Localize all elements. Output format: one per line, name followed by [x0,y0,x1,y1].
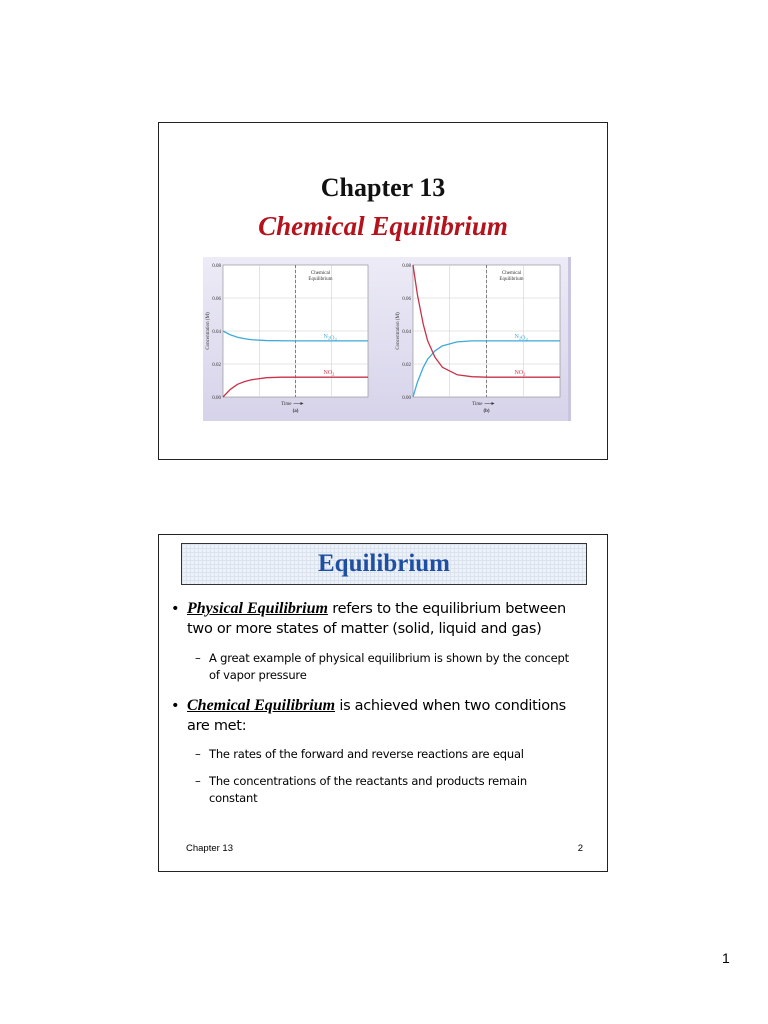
sub-bullet-text: The concentrations of the reactants and products remain constant [209,774,527,805]
bullet-icon: • [171,601,180,617]
bullet-text: is achieved when two conditions are met: [187,698,566,734]
slide-header-text: Equilibrium [318,550,450,577]
y-tick-label: 0.06 [402,296,411,302]
equilibrium-annotation: Equilibrium [308,277,333,282]
slide-subtitle: Chemical Equilibrium [258,211,508,241]
term-chemical-equilibrium: Chemical Equilibrium [187,697,336,714]
equilibrium-annotation: Equilibrium [499,277,524,282]
slide-1 [158,122,608,460]
panel-label: (b) [483,409,490,414]
dash-icon: – [195,747,201,761]
dash-icon: – [195,774,201,788]
equilibrium-figure [203,257,571,421]
slide-number: 2 [577,843,583,854]
y-axis-label: Concentration (M) [206,312,211,350]
bullet-icon: • [171,698,180,714]
x-axis-label: Time [281,402,292,407]
slide-title: Chapter 13 [320,173,446,202]
y-tick-label: 0.06 [212,296,221,302]
sub-bullet-concentrations [195,773,575,807]
panel-label: (a) [292,409,299,414]
x-axis-arrowhead-icon [492,402,495,405]
sub-bullet-rates [195,746,575,763]
y-tick-label: 0.00 [212,395,221,401]
bullet-text: refers to the equilibrium between two or more states of matter (solid, liquid and gas) [187,601,566,637]
series-label-n2o4: $N_2O_4$ [323,333,337,342]
x-axis-arrowhead-icon [301,402,304,405]
sub-bullet-text: The rates of the forward and reverse reactions are equal [209,747,524,761]
y-tick-label: 0.08 [402,263,411,269]
series-label-n2o4: $N_2O_4$ [514,333,528,342]
page-number: 1 [722,950,730,966]
y-tick-label: 0.02 [212,362,221,368]
bullet-chemical-equilibrium [171,696,591,736]
slide-header [181,543,587,585]
sub-bullet-vapor-pressure [195,650,575,684]
y-tick-label: 0.00 [402,395,411,401]
series-label-no2: $NO_2$ [514,370,526,377]
y-axis-label: Concentration (M) [396,312,401,350]
slide-2 [158,534,608,872]
y-tick-label: 0.02 [402,362,411,368]
y-tick-label: 0.08 [212,263,221,269]
equilibrium-annotation: Chemical [310,271,331,276]
x-axis-label: Time [472,402,483,407]
equilibrium-charts [203,257,565,421]
y-tick-label: 0.04 [212,329,221,335]
bullet-physical-equilibrium [171,599,591,639]
term-physical-equilibrium: Physical Equilibrium [187,600,328,617]
sub-bullet-text: A great example of physical equilibrium is shown by the concept of vapor pressure [209,651,569,682]
slide-footer-chapter: Chapter 13 [186,843,234,854]
equilibrium-annotation: Chemical [501,271,522,276]
y-tick-label: 0.04 [402,329,411,335]
series-label-no2: $NO_2$ [323,370,335,377]
dash-icon: – [195,651,201,665]
